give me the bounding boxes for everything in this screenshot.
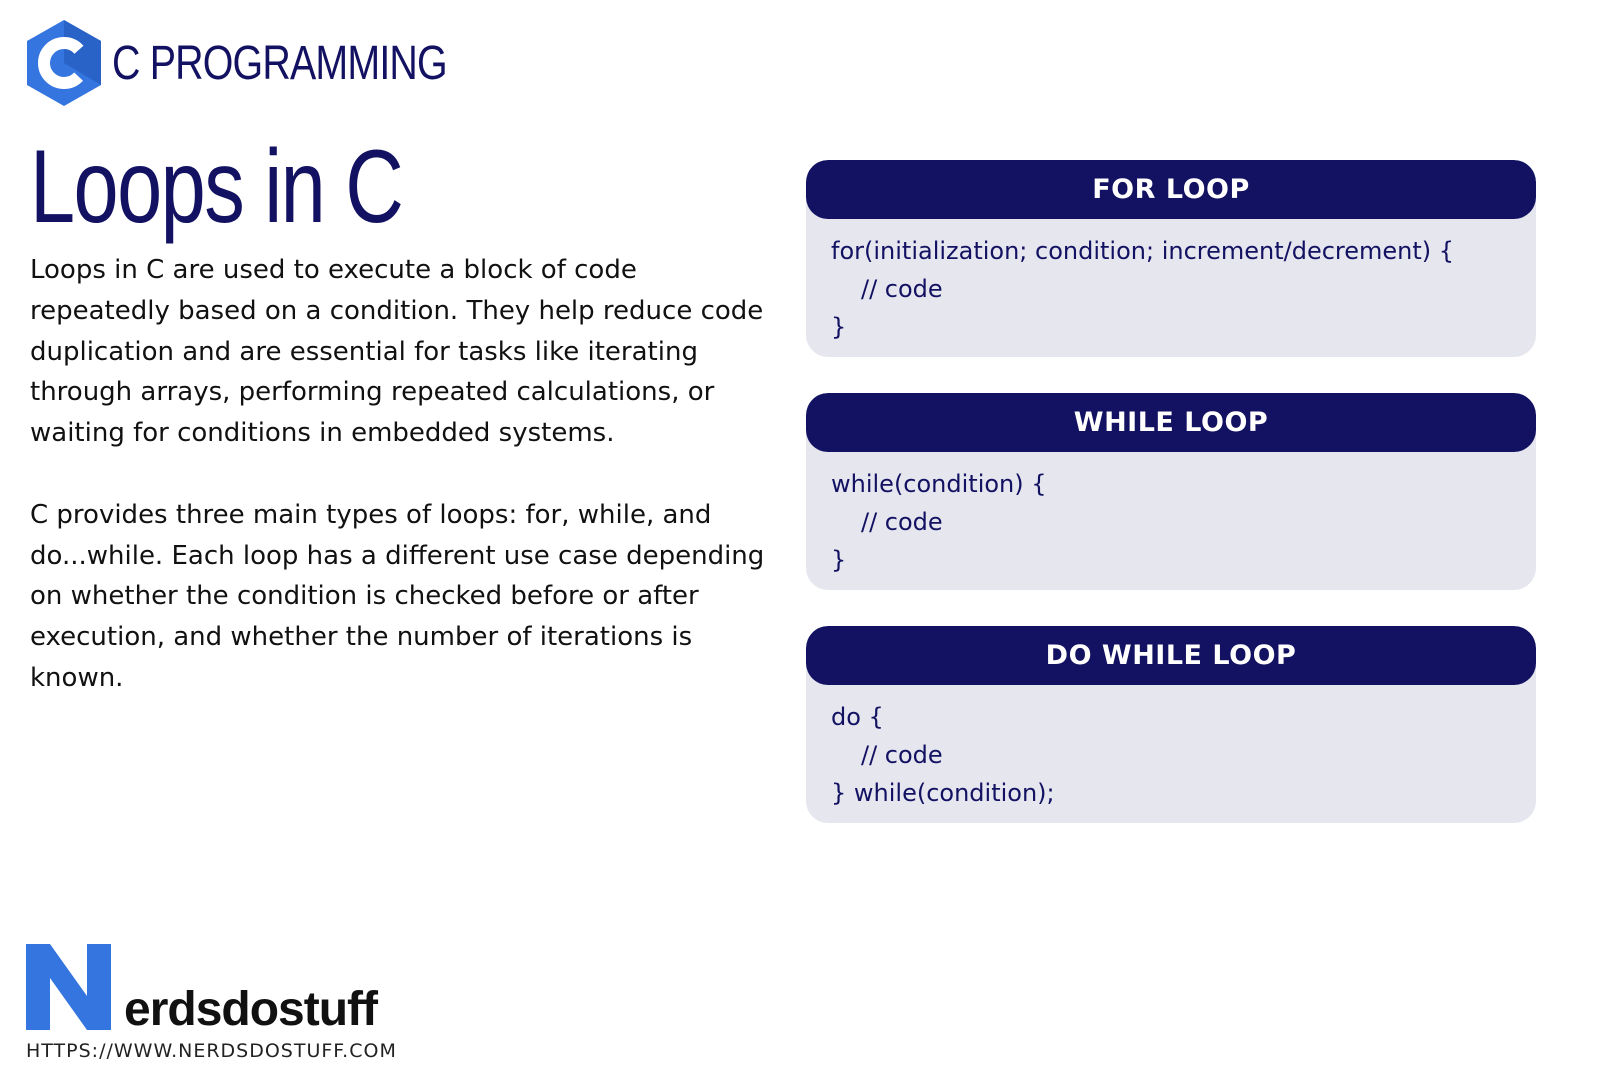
code-line: do { [831, 703, 884, 731]
loop-code [806, 685, 1536, 812]
code-line: // code [861, 508, 943, 536]
loop-code [806, 452, 1536, 579]
code-line: } while(condition); [831, 779, 1055, 807]
code-line: // code [861, 741, 943, 769]
brand-name: C PROGRAMMING [112, 36, 447, 90]
c-logo-icon [26, 20, 102, 106]
description [30, 250, 775, 740]
loop-card-title: DO WHILE LOOP [806, 626, 1536, 685]
code-line: while(condition) { [831, 470, 1047, 498]
for-loop-card [806, 160, 1536, 357]
footer-url[interactable]: HTTPS://WWW.NERDSDOSTUFF.COM [26, 1040, 397, 1062]
do-while-loop-card [806, 626, 1536, 823]
loop-card-title: WHILE LOOP [806, 393, 1536, 452]
loop-card-title: FOR LOOP [806, 160, 1536, 219]
footer-brand-text: erdsdostuff [124, 983, 377, 1036]
brand-header [26, 20, 520, 106]
loop-code [806, 219, 1536, 346]
page-title: Loops in C [30, 129, 403, 245]
n-logo-icon [26, 944, 111, 1030]
while-loop-card [806, 393, 1536, 590]
code-line: } [831, 546, 847, 574]
description-paragraph: Loops in C are used to execute a block of code repeatedly based on a condition. They help reduce code duplication and are essential for tasks like iterating through arrays, performing repeated calculations, or waiting for conditions in embedded systems. [30, 255, 764, 449]
code-line: // code [861, 275, 943, 303]
code-line: } [831, 313, 847, 341]
code-line: for(initialization; condition; increment/decrement) { [831, 237, 1455, 265]
description-paragraph: C provides three main types of loops: for, while, and do...while. Each loop has a different use case depending on whether the condition is checked before or after execution, and whether the number of iterations is known. [30, 499, 765, 693]
